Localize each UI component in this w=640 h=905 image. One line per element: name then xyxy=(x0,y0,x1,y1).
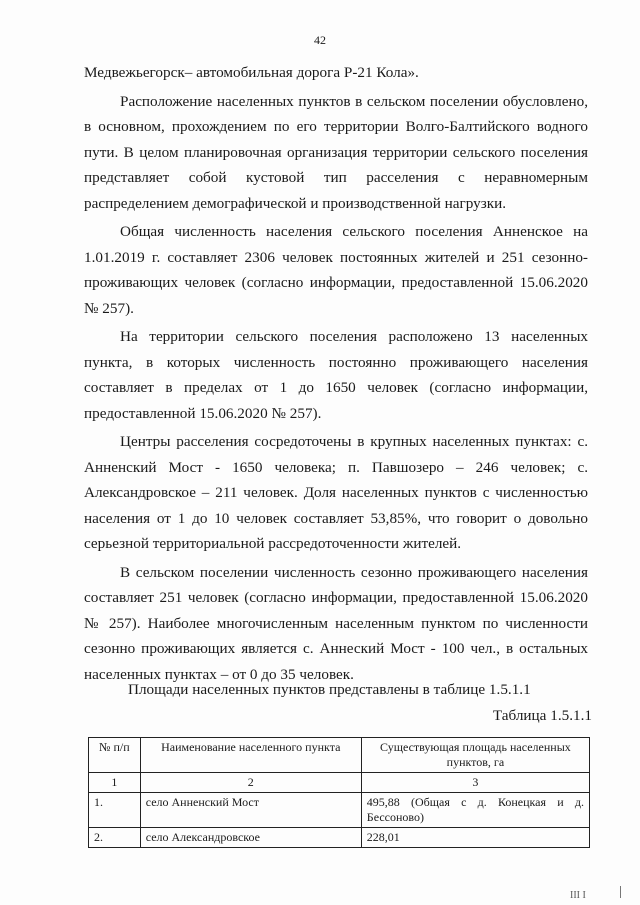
header-settlement-name: Наименование населенного пункта xyxy=(140,738,361,773)
column-number: 3 xyxy=(361,773,589,793)
paragraph-population-total: Общая численность населения сельского поселения Анненское на 1.01.2019 г. составляет 2306 человек постоянных жителей и 251 сезонно-проживающих человек (согласно информации, предоставленной 15.06.2020 № 257). xyxy=(84,223,588,317)
settlement-area: 228,01 xyxy=(361,828,589,848)
table-title: Таблица 1.5.1.1 xyxy=(492,707,592,724)
header-number: № п/п xyxy=(89,738,141,773)
paragraph-continuation: Медвежьегорск– автомобильная дорога Р-21 Кола». xyxy=(84,64,419,81)
footer-divider xyxy=(620,886,621,898)
table-header-row xyxy=(89,738,590,773)
table-column-number-row xyxy=(89,773,590,793)
settlement-name: село Александровское xyxy=(140,828,361,848)
paragraph-settlement-layout: Расположение населенных пунктов в сельском поселении обусловлено, в основном, прохождением по его территории Волго-Балтийского водного пути. В целом планировочная организация территории сельского поселения представляет собой кустовой тип расселения с неравномерным распределением демографической и производственной нагрузки. xyxy=(84,92,588,212)
row-number: 2. xyxy=(89,828,141,848)
paragraph-seasonal-population: В сельском поселении численность сезонно проживающего населения составляет 251 человек (согласно информации, предоставленной 15.06.2020 № 257). Наиболее многочисленным населенным пунктом по численности сезонно проживающих является с. Аннеский Мост - 100 чел., в остальных населенных пунктах – от 0 до 35 человек. xyxy=(84,563,588,683)
settlement-name: село Анненский Мост xyxy=(140,793,361,828)
header-area: Существующая площадь населенных пунктов, га xyxy=(361,738,589,773)
footer-marks: III I xyxy=(570,890,586,901)
body-text xyxy=(84,60,588,687)
paragraph-settlement-centers: Центры расселения сосредоточены в крупных населенных пунктах: с. Анненский Мост - 1650 человека; п. Павшозеро – 246 человек; с. Александровское – 211 человек. Доля населенных пунктов с численностью населения от 1 до 10 человек составляет 53,85%, что говорит о довольно серьезной территориальной рассредоточенности жителей. xyxy=(84,433,588,552)
settlement-area-table xyxy=(88,737,590,848)
table-row xyxy=(89,793,590,828)
page-number: 42 xyxy=(314,33,326,47)
row-number: 1. xyxy=(89,793,141,828)
paragraph-settlement-count: На территории сельского поселения расположено 13 населенных пункта, в которых численность постоянно проживающего населения составляет в пределах от 1 до 1650 человек (согласно информации, предоставленной 15.06.2020 № 257). xyxy=(84,328,588,422)
table-caption: Площади населенных пунктов представлены в таблице 1.5.1.1 xyxy=(128,681,531,698)
settlement-area: 495,88 (Общая с д. Конецкая и д. Бессоново) xyxy=(361,793,589,828)
table-row xyxy=(89,828,590,848)
column-number: 2 xyxy=(140,773,361,793)
column-number: 1 xyxy=(89,773,141,793)
